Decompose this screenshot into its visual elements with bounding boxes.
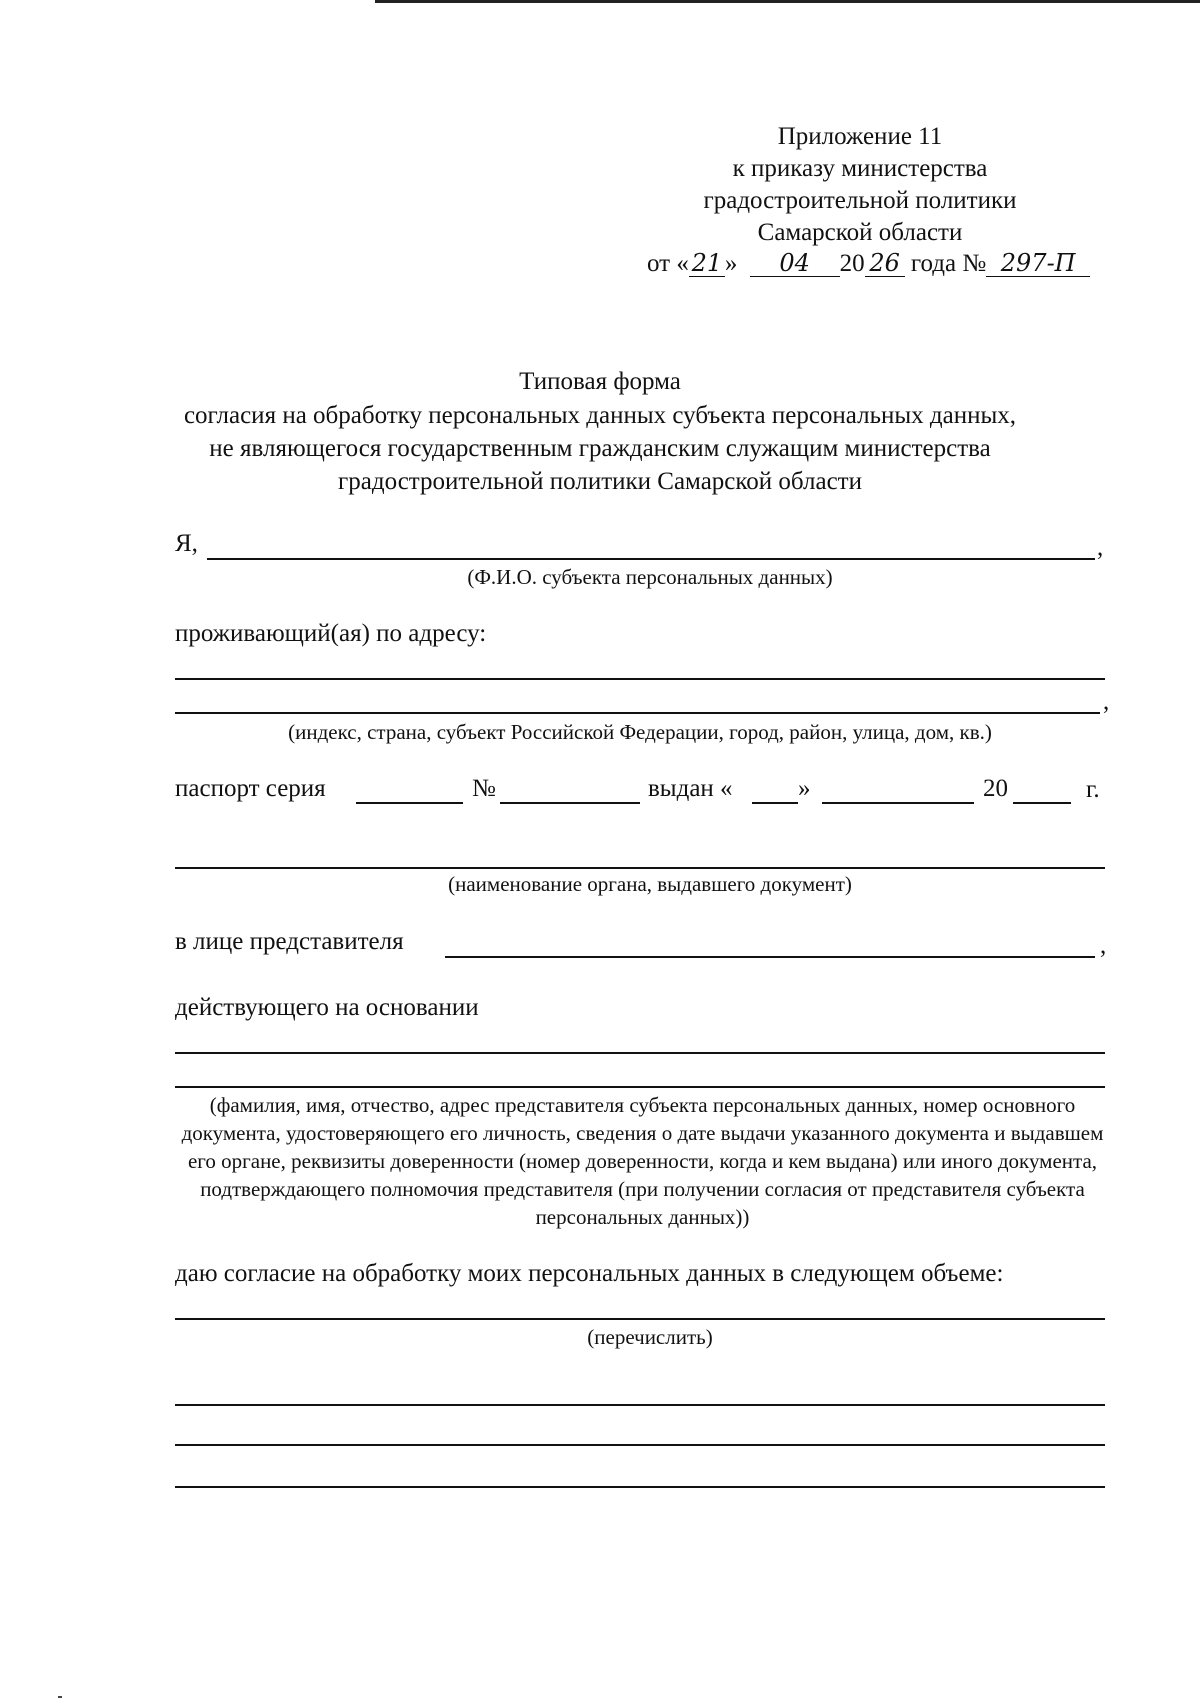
address-input-line-2[interactable] (175, 712, 1100, 714)
passport-year-suffix: г. (1086, 776, 1100, 803)
fio-caption: (Ф.И.О. субъекта персональных данных) (467, 565, 833, 589)
representative-comma: , (1100, 932, 1107, 959)
issuer-caption: (наименование органа, выдавшего документ) (448, 872, 852, 896)
passport-label: паспорт серия (175, 775, 326, 802)
order-number-label: года № (910, 250, 987, 277)
representative-input-line[interactable] (445, 956, 1095, 958)
consent-scope-line-2[interactable] (175, 1404, 1105, 1406)
passport-issued-month-input[interactable] (822, 802, 974, 804)
form-title-line-4: градостроительной политики Самарской области (338, 468, 862, 495)
form-title-line-2: согласия на обработку персональных данных субъекта персональных данных, (183, 402, 1017, 429)
date-year-suffix: 26 (865, 250, 905, 277)
fio-input-line[interactable] (207, 558, 1095, 560)
passport-number-sign: № (472, 775, 496, 802)
date-quote-close: » (724, 250, 738, 277)
address-comma: , (1103, 688, 1110, 715)
basis-input-line-2[interactable] (175, 1086, 1105, 1088)
passport-issued-day-input[interactable] (752, 802, 798, 804)
date-year-prefix: 20 (839, 250, 865, 277)
appendix-line-4: Самарской области (757, 219, 963, 246)
representative-label: в лице представителя (175, 928, 404, 955)
form-title-line-3: не являющегося государственным гражданским служащим министерства (209, 435, 991, 462)
consent-text: даю согласие на обработку моих персональных данных в следующем объеме: (175, 1260, 1004, 1287)
appendix-line-1: Приложение 11 (777, 123, 943, 150)
appendix-date-line (647, 250, 1090, 278)
fio-comma: , (1097, 534, 1104, 561)
consent-scope-line-3[interactable] (175, 1444, 1105, 1446)
appendix-line-3: градостроительной политики (703, 187, 1017, 214)
address-caption: (индекс, страна, субъект Российской Федерации, город, район, улица, дом, кв.) (288, 720, 992, 744)
basis-input-line-1[interactable] (175, 1052, 1105, 1054)
representative-note: (фамилия, имя, отчество, адрес представителя субъекта персональных данных, номер основного документа, удостоверяющего его личность, сведения о дате выдачи указанного документа и выдавшем его органе, реквизиты доверенности (номер доверенности, когда и кем выдана) или иного документа, подтверждающего полномочия представителя (при получении согласия от представителя субъекта персональных данных)) (181, 1093, 1104, 1229)
passport-number-input[interactable] (500, 802, 640, 804)
address-input-line-1[interactable] (175, 678, 1105, 680)
date-month: 04 (750, 250, 840, 277)
passport-issued-quote-close: » (798, 775, 811, 802)
basis-label: действующего на основании (175, 994, 479, 1021)
form-title: Типовая форма (519, 368, 681, 395)
consent-scope-line-4[interactable] (175, 1486, 1105, 1488)
passport-issued-year-input[interactable] (1013, 802, 1071, 804)
order-number: 297-П (986, 250, 1090, 277)
passport-series-input[interactable] (356, 802, 463, 804)
issuer-input-line[interactable] (175, 867, 1105, 869)
appendix-line-2: к приказу министерства (732, 155, 988, 182)
passport-year-prefix: 20 (983, 775, 1008, 802)
consent-scope-input-line[interactable] (175, 1318, 1105, 1320)
date-day: 21 (689, 250, 725, 277)
ya-label: Я, (175, 530, 198, 557)
passport-issued-label: выдан « (648, 775, 733, 802)
address-label: проживающий(ая) по адресу: (175, 620, 487, 647)
list-caption: (перечислить) (587, 1325, 713, 1349)
scan-edge-line (375, 0, 1200, 3)
date-prefix: от « (647, 250, 689, 277)
scan-speck (58, 1696, 62, 1698)
